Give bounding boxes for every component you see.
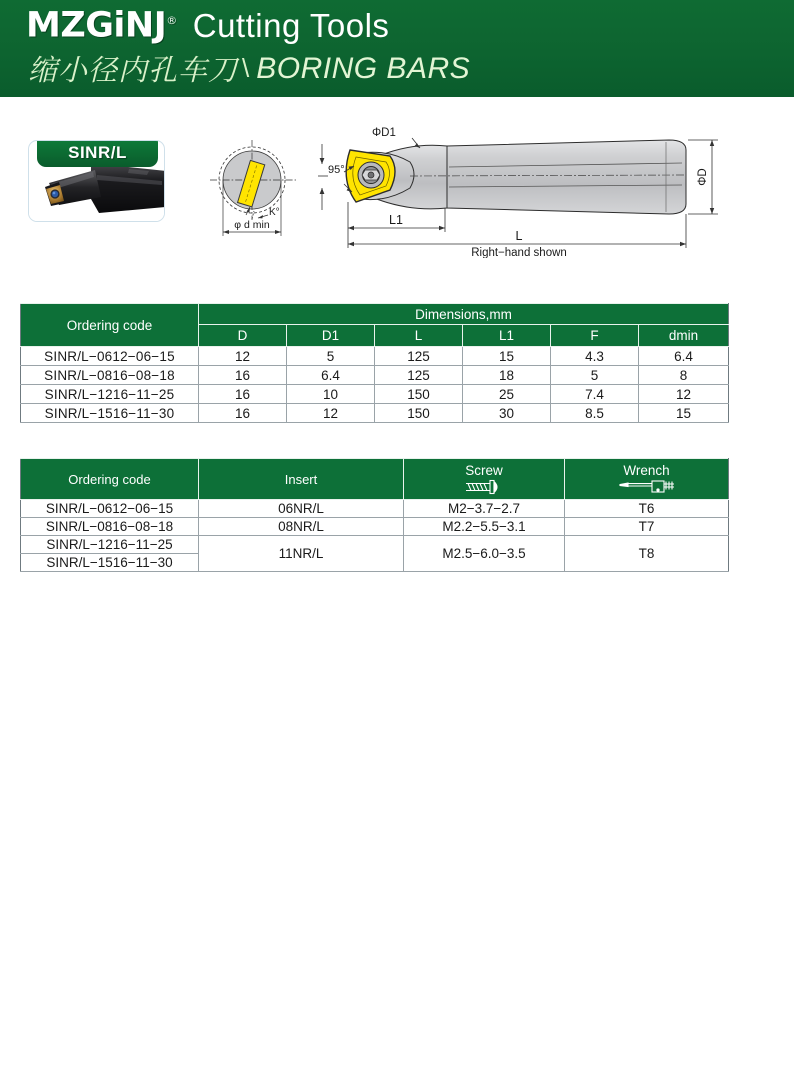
t1-row1-l: 125 [375, 366, 463, 385]
t2-row2-screw: M2.5−6.0−3.5 [404, 536, 565, 572]
t2-row2-code: SINR/L−1216−11−25 [21, 536, 199, 554]
banner-subtitle-row [28, 48, 470, 89]
side-view-d-label: ΦD [697, 168, 709, 186]
t1-header-col-dmin: dmin [639, 325, 729, 347]
t2-row0-insert: 06NR/L [199, 500, 404, 518]
t2-row0-screw: M2−3.7−2.7 [404, 500, 565, 518]
dimensions-table [20, 303, 729, 423]
registered-trademark-icon: ® [166, 14, 177, 27]
banner-title-row [26, 2, 389, 45]
t2-header-wrench [565, 459, 729, 500]
t1-header-col-f: F [551, 325, 639, 347]
t1-row1-l1: 18 [463, 366, 551, 385]
t2-row0-code: SINR/L−0612−06−15 [21, 500, 199, 518]
side-view-d1-label: ΦD1 [372, 127, 396, 139]
t1-row1-dmin: 8 [639, 366, 729, 385]
side-view-l-label: L [515, 229, 523, 243]
front-view-diameter-label: φ d min [234, 219, 270, 231]
table-row [21, 347, 729, 366]
screw-icon [462, 479, 506, 495]
subtitle-separator: \ [242, 53, 250, 83]
table-row [21, 385, 729, 404]
t1-row3-l1: 30 [463, 404, 551, 423]
side-view-angle-label: 95° [328, 164, 345, 176]
t1-header-ordering-code: Ordering code [21, 304, 199, 347]
front-view-angle-label: K° [269, 207, 280, 218]
t2-header-wrench-label: Wrench [623, 463, 670, 478]
t1-row2-dmin: 12 [639, 385, 729, 404]
t2-header-insert: Insert [199, 459, 404, 500]
t1-row0-f: 4.3 [551, 347, 639, 366]
t2-row1-code: SINR/L−0816−08−18 [21, 518, 199, 536]
t2-header-ordering-code: Ordering code [21, 459, 199, 500]
t1-row2-d: 16 [199, 385, 287, 404]
t1-row0-dmin: 6.4 [639, 347, 729, 366]
wrench-icon [618, 479, 676, 495]
t1-row3-l: 150 [375, 404, 463, 423]
t1-row2-f: 7.4 [551, 385, 639, 404]
t1-row1-d1: 6.4 [287, 366, 375, 385]
t2-row1-screw: M2.2−5.5−3.1 [404, 518, 565, 536]
t2-row2-insert: 11NR/L [199, 536, 404, 572]
subtitle-english: BORING BARS [256, 51, 471, 85]
t2-row1-wrench: T7 [565, 518, 729, 536]
t2-header-screw-label: Screw [465, 463, 503, 478]
product-series-badge: SINR/L [37, 140, 158, 167]
t1-row3-dmin: 15 [639, 404, 729, 423]
front-view-diagram [196, 136, 308, 251]
brand-logo-text: MZGiNJ [26, 5, 167, 46]
t1-row2-l1: 25 [463, 385, 551, 404]
t2-header-screw [404, 459, 565, 500]
t1-header-col-d1: D1 [287, 325, 375, 347]
table-row [21, 536, 729, 554]
t1-row0-l1: 15 [463, 347, 551, 366]
t1-row3-code: SINR/L−1516−11−30 [21, 404, 199, 423]
brand-tagline: Cutting Tools [192, 6, 390, 44]
figures-section [0, 100, 794, 270]
side-view-diagram [314, 118, 734, 258]
t1-row2-l: 150 [375, 385, 463, 404]
product-photo-image [29, 161, 165, 222]
table-row [21, 500, 729, 518]
t1-row3-d1: 12 [287, 404, 375, 423]
table-row [21, 366, 729, 385]
t1-row0-d1: 5 [287, 347, 375, 366]
brand-logo [26, 2, 177, 45]
t1-row1-d: 16 [199, 366, 287, 385]
t1-header-col-l: L [375, 325, 463, 347]
t1-row3-d: 16 [199, 404, 287, 423]
t2-row0-wrench: T6 [565, 500, 729, 518]
t1-row0-code: SINR/L−0612−06−15 [21, 347, 199, 366]
product-photo-card [28, 140, 165, 222]
t1-header-dimensions-group: Dimensions,mm [199, 304, 729, 325]
t2-row3-code: SINR/L−1516−11−30 [21, 554, 199, 572]
subtitle-chinese: 缩小径内孔车刀 [28, 53, 239, 87]
t1-row0-l: 125 [375, 347, 463, 366]
t1-row2-d1: 10 [287, 385, 375, 404]
page-banner [0, 0, 794, 97]
table-row [21, 404, 729, 423]
t1-row2-code: SINR/L−1216−11−25 [21, 385, 199, 404]
side-view-caption: Right−hand shown [471, 247, 567, 258]
t1-row1-code: SINR/L−0816−08−18 [21, 366, 199, 385]
side-view-l1-label: L1 [389, 213, 403, 227]
t1-header-col-d: D [199, 325, 287, 347]
accessories-table [20, 458, 729, 572]
table-row [21, 518, 729, 536]
t2-row2-wrench: T8 [565, 536, 729, 572]
t2-row1-insert: 08NR/L [199, 518, 404, 536]
t1-row3-f: 8.5 [551, 404, 639, 423]
t1-row1-f: 5 [551, 366, 639, 385]
t1-row0-d: 12 [199, 347, 287, 366]
t1-header-col-l1: L1 [463, 325, 551, 347]
